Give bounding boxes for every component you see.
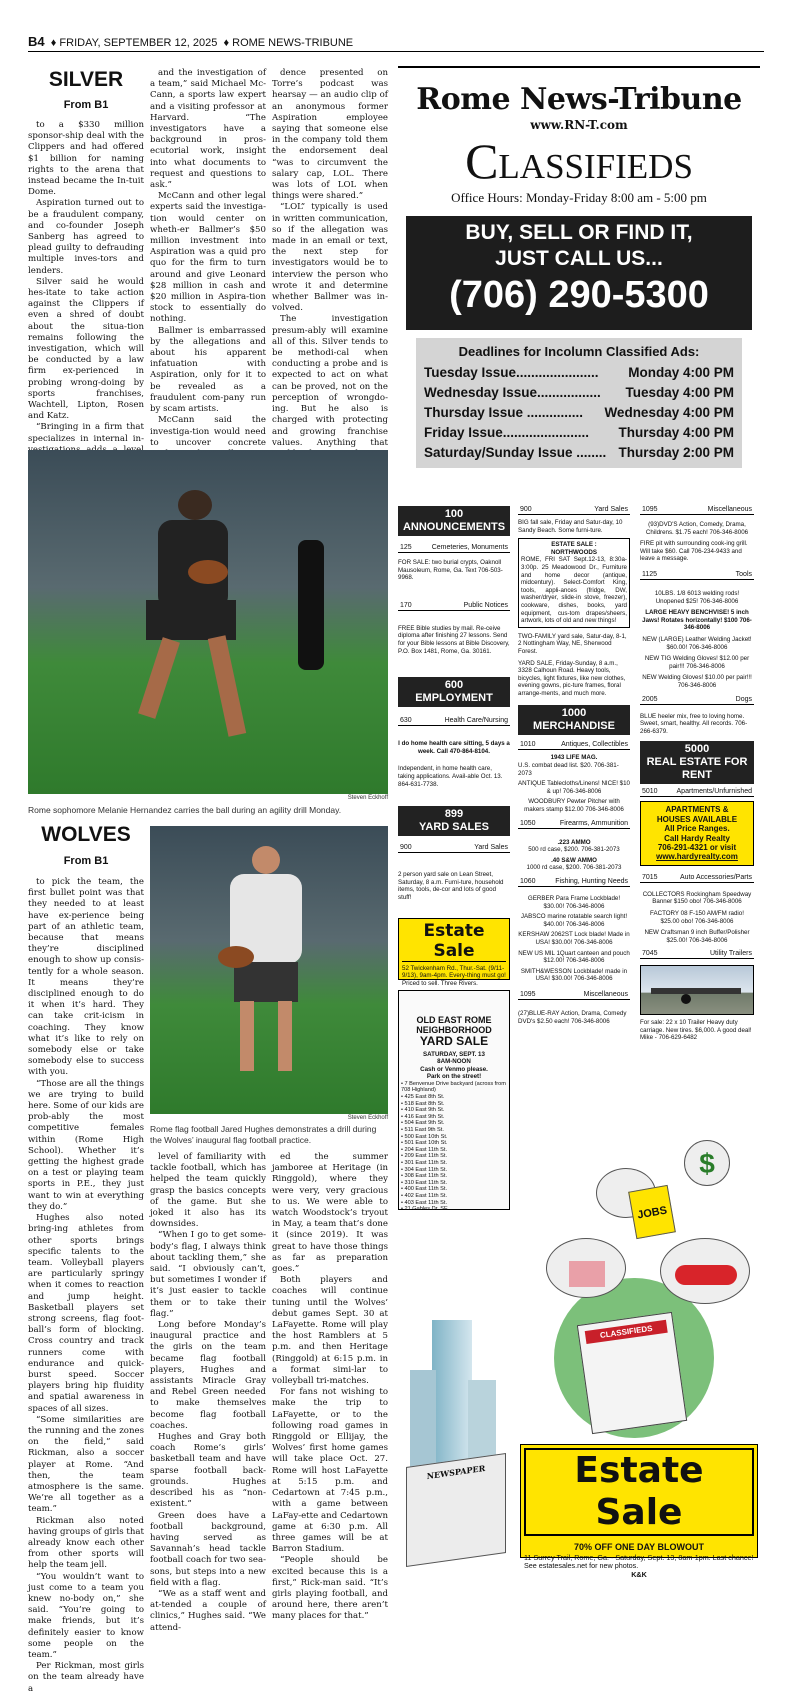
oer-address: • 308 East 11th St. (401, 1173, 448, 1180)
trailer-wheel (681, 994, 691, 1004)
hardy-realty-link[interactable]: www.hardyrealty.com (656, 852, 738, 862)
ad-benchvise: LARGE HEAVY BENCHVISE! 5 inch Jaws! Rotates horizontally! $100 706-346-8006 (642, 609, 752, 632)
ad-dvds: (93)DVD'S Action, Comedy, Drama, Childrens. $1.75 each! 706-346-8006 (645, 521, 749, 536)
deadline-issue: Thursday Issue ............... (424, 405, 584, 420)
silver-column-1: to a $330 million sponsor-ship deal with the Clippers and had offered $1 billion for naming rights to the arena that instead became the In-tuit Dome. Aspiration turned out to be a fraudulent company, and co-founder Joseph Sanberg has agreed to plead guilty to defrauding multiple inves-tors and lenders. Silver said he would hes-itate to take action against the Clippers if even a shred of doubt about the situa-tion remains following the investigation, which will be conducted by a law firm ex-perienced in probing wrong-doing by sports franchises, Wachtell, Lipton, Rosen and Katz. “Bringing in a firm that specializes in internal in- (28, 120, 144, 444)
deadlines-list (424, 363, 734, 463)
deadline-issue: Friday Issue....................... (424, 425, 590, 440)
photo2-caption: Rome flag football Jared Hughes demonstrates a drill during the Wolves’ inaugural flag football practice. (150, 1124, 377, 1145)
ad-home-care: I do home health care sitting, 5 days a week. Call 470-864-8104. (398, 740, 510, 755)
photo-agility-drill (28, 450, 388, 794)
car-bubble (660, 1238, 750, 1304)
ad-big-fall: BIG fall sale, Friday and Satur-day, 10 Sandy Beach. Some furni-ture. (518, 519, 623, 534)
newspaper-stack: NEWSPAPER (406, 1453, 506, 1567)
oer-address: • 518 East 8th St. (401, 1100, 445, 1107)
deadline-row (424, 423, 734, 443)
wolves-headline: WOLVES (41, 823, 131, 846)
silver-jump: From B1 (63, 99, 109, 111)
ad-tig-gloves: NEW TIG Welding Gloves! $12.00 per pair!!! 706-346-8006 (644, 655, 750, 670)
player-head (178, 490, 212, 520)
coach-shorts (234, 962, 298, 1002)
cat-900: 900 Yard Sales (400, 844, 508, 852)
ad-crypts: FOR SALE: two burial crypts, Oaknoll Mausoleum, Rome, Ga. Text 706-503-9968. (398, 559, 503, 582)
oer-address: • 504 East 9th St. (401, 1120, 445, 1127)
ad-trailer: For sale: 22 x 10 Trailer Heavy duty carriage. New tires. $6,000. A good deal! Mike - 706-629-6482 (640, 1019, 752, 1042)
ad-welding-gloves: NEW Welding Gloves! $10.00 per pair!!! 706-346-8006 (642, 674, 752, 689)
estate-title: Estate Sale (524, 1448, 754, 1536)
ad-calhoun: YARD SALE, Friday-Sunday, 8 a.m., 3328 Calhoun Road. Heavy tools, bicycles, light fixtures, like new clothes, evening gowns, pic-ture frames, floral arrange-ments, and much more. (518, 659, 626, 697)
trailer-photo (640, 965, 754, 1015)
section-100: 100 ANNOUNCEMENTS (398, 506, 510, 536)
deadlines-box: Deadlines for Incolumn Classified Ads: Tuesday Issue...................... Monday 4:00 PM Wednesday Issue................. Tuesday 4:00 PM Thursday Issue ............... Wednesday 4:00 PM Friday Issue....................... Thursday 4:00 PM Saturday/Sunday Issue ........ Thursday 2:00 PM (416, 338, 742, 468)
cat-5010: 5010 Apartments/Unfurnished (642, 788, 752, 796)
jobs-sign: JOBS (628, 1185, 676, 1239)
deadline-issue: Wednesday Issue................. (424, 385, 601, 400)
oer-address: • 410 East 9th St. (401, 1107, 445, 1114)
silver-column-3: dence presented on Torre’s podcast was hearsay — an audio clip of an anonymous former Aspiration employee saying that someone else in the company told them the endorsement deal “was to circumvent the salary cap, LOL. There was lots of LOL when things were shared.” “LOL” typically is used in written communication, so if the allegation was made in an email or text, the next step for investigators would be to interview the person who wrote it and determine whether Ballmer was in-volved. The investigation presum-ably will examine all of this. Silver tends to be methodi-cal when conducting a probe and is expected to act on what can be proved, not on the perception of wrongdo-ing. But he also is charged with protecting and growing franchise values. Anything that (272, 68, 388, 448)
photo1-caption: Rome sophomore Melanie Hernandez carries the ball during an agility drill Monday. (28, 805, 342, 815)
ad-two-family: TWO-FAMILY yard sale, Satur-day, 8-1, 2 Nottingham Way, NE, Sherwood Forest. (518, 632, 627, 655)
cat-1125: 1125 Tools (642, 570, 752, 578)
masthead-url: www.RN-T.com (530, 118, 628, 132)
ad-blue-heeler: BLUE heeler mix, free to loving home. Sweet, smart, healthy. All records. 706-266-6379. (640, 712, 748, 735)
oer-address: • 21 Gables Dr. SE (401, 1206, 448, 1213)
oer-address: • 425 East 8th St. (401, 1094, 445, 1101)
ad-estate-northwoods: ESTATE SALE : NORTHWOODS ROME, FRI SAT Sept.12-13, 8:30a-3:00p. 25 Meadowood Dr., Furniture and home decor (antique, midcentury). Select-Comfort King, tools, appli-ances (fridge, DW, washer/dryer, slide-in stove, freezer), cookware, dishes, books, yard equipment, cus-tom drapes/sheers, artwork, lots of old and new things! (518, 538, 630, 628)
dollar-bubble: $ (684, 1140, 730, 1186)
background-player (298, 540, 324, 670)
silver-column-2: and the investigation of a team,” said Michael Mc-Cann, a sports law expert and a visiting professor at Harvard. “The investigators have a background in pros-ecutorial work, insight into what documents to request and questions to ask.” McCann and other legal experts said the investiga-tion would center on wheth-er Ballmer’s $50 million investment into Aspiration was a quid pro quo for the firm to turn around and give Leonard $28 million in cash and $20 million in Aspira-tion stock to essentially do nothing. Ballmer is embarrassed by the allegations and about his apparent infatuation with Aspiration, only for it to be revealed as a fraudulent com-pany run by scam artists. McCann said the investiga-tion would need to uncover concrete (150, 68, 266, 448)
house-bubble (546, 1238, 626, 1298)
ad-pewter: WOODBURY Pewter Pitcher with makers stamp $12.00 706-346-8006 (524, 798, 624, 814)
oer-address: • 511 East 9th St. (401, 1127, 444, 1134)
skyscraper (432, 1320, 472, 1470)
oer-address: • 416 East 9th St. (401, 1113, 445, 1120)
deadline-row (424, 443, 734, 463)
classified-col-2: 900 Yard Sales BIG fall sale, Friday and Satur-day, 10 Sandy Beach. Some furni-ture. ESTATE SALE : NORTHWOODS ROME, FRI SAT Sept.12-13, 8:30a-3:00p. 25 Meadowood Dr., Furniture and home decor (antique, midcentury). Select-Comfort King, tools, appli-ances (fridge, DW, washer/dryer, slide-in stove, freezer), cookware, dishes, books, yard equipment, cus-tom drapes/sheers, artwork, lots of old and new things! TWO-FAMILY yard sale, Satur-day, 8-1, 2 Nottingham Way, NE, Sherwood Forest. YARD SALE, Friday-Sunday, 8 a.m., 3328 Calhoun Road. Heavy tools, bicycles, light fixtures, like new clothes, evening gowns, pic-ture frames, floral arrange-ments, and much more. 1000 MERCHANDISE 1010 Antiques, Collectibles 1943 LIFE MAG. U.S. combat dead list. $20. 706-381-2073 ANTIQUE Tablecloths/Linens! NICE! $10 & up! 706-346-8006 WOODBURY Pewter Pitcher with makers stamp $12.00 706-346-8006 1050 Firearms, Ammunition .223 AMMO 500 rd case, $200. 706-381-2073 .40 S&W AMMO 1000 rd case, $200. 706-381-2073 1060 Fishing, Hunting Needs GERBER Para Frame Lockblade! $30.00! 706-346-8006 JABSCO marine rotatable search light! $40.00! 706-346-8006 KERSHAW 2062ST Lock blade! Made in USA! $30.00! 706-346-8006 NEW US MIL 1Quart canteen and pouch $12.00! 706-346-8006 SMITH&WESSON Lockblade! made in USA! $30.00! 706-346-8006 1095 Miscellaneous (27)BLUE-RAY Action, Drama, Comedy DVD's $2.50 each! 706-346-8006 (518, 506, 630, 1025)
classifieds-title: Classifieds (465, 133, 693, 189)
wolves-column-1: to pick the team, the first bullet point was that they needed to at least have ex-perience being part of an athletic team, because that means they’re disciplined enough to show up consis-tently for a whole season. It means they’re disciplined enough to do it when it’s hard. They can take crit-icism in coaching. They know what it’s like to rely on somebody else or take somebody else to success with you. “Those are all the things we are trying to build here. Some of our kids are prob-ably the most competitive females within (Rome High School). Whether it’s getting the highest grade on a test or playing team sports in P.E., they just want to win at everything they do.” Hughes also noted bring-ing athletes from other sports brings specific talents to the team. Volleyball players are particularly springy when it comes to reaction and jump height. Basketball players set strong screens, flag foot-ball’s form of blocking. Cross country and track runners come with endurance and quick-burst speed. Soccer players bring hip fluidity and spatial awareness in spaces of all sizes. “Some similarities are the running and the zones on the field,” said Rickman, also a soccer player at Rome. “And then, the team atmosphere is the same. We’re all together as a team.” Rickman also noted having groups of girls that already know each other from other sports will help the team jell. “You wouldn’t want to just come to a team you knew no-body on,” she said. “You’re going to make friends, but it’s definitely easier to know some people on the team.” Per Rickman, most girls on the team already have a (28, 877, 144, 1694)
classified-col-1 (398, 506, 510, 1213)
section-1000: 1000 MERCHANDISE (518, 705, 630, 735)
classifieds-illustration (524, 1138, 760, 1438)
player-leg-right (208, 635, 246, 737)
ad-bible: FREE Bible studies by mail. Re-ceive diploma after finishing 27 lessons. Send for your Bible lessons at Bible Discovery, P.O. Box 1481, Rome, Ga. 30161. (398, 624, 510, 655)
photo2-credit: Steven Eckhoff (347, 1115, 388, 1121)
ad-banner: COLLECTORS Rockingham Speedway Banner $150 obo! 706-346-8006 (642, 890, 752, 906)
deadline-due: Tuesday 4:00 PM (625, 385, 734, 400)
ad-life-mag: 1943 LIFE MAG. (550, 754, 598, 762)
page-number: B4 (28, 34, 45, 49)
ad-buffer: NEW Craftsman 9 inch Buffer/Polisher $25.00! 706-346-8006 (644, 929, 750, 944)
oer-address: • 500 East 10th St. (401, 1133, 448, 1140)
deadline-due: Wednesday 4:00 PM (604, 405, 734, 420)
ad-hardy-realty: APARTMENTS & HOUSES AVAILABLE All Price Ranges. Call Hardy Realty 706-291-4321 or visit www.hardyrealty.com (640, 801, 754, 865)
oer-address: • 400 East 11th St. (401, 1186, 448, 1193)
deadline-due: Thursday 4:00 PM (618, 425, 734, 440)
ad-welding-jacket: NEW (LARGE) Leather Welding Jacket! $60.00! 706-346-8006 (642, 635, 752, 651)
city-illustration (402, 1320, 508, 1560)
page-date: FRIDAY, SEPTEMBER 12, 2025 (59, 37, 218, 49)
ad-jabsco: JABSCO marine rotatable search light! $40.00! 706-346-8006 (520, 913, 628, 928)
football-2 (218, 946, 254, 968)
ad-223-ammo: .223 AMMO (557, 838, 591, 846)
cat-125: 125 Cemeteries, Monuments (400, 544, 508, 551)
oer-address: • 204 East 11th St. (401, 1146, 448, 1153)
coach-leg-right (278, 1001, 292, 1071)
car-icon (675, 1265, 737, 1285)
ad-radio: FACTORY 08 F-150 AM/FM radio! $25.00 obo! 706-346-8006 (650, 909, 744, 925)
photo-coach-drill (150, 826, 388, 1114)
deadline-row (424, 403, 734, 423)
cat-630: 630 Health Care/Nursing (400, 717, 508, 725)
cat-1010: 1010 Antiques, Collectibles (520, 741, 628, 749)
ad-lean-street: 2 person yard sale on Lean Street, Saturday, 8 a.m. Furni-ture, household items, tools, de-cor and lots of good stuff! (398, 871, 504, 901)
oer-address: • 403 East 11th St. (401, 1199, 448, 1206)
ad-gerber: GERBER Para Frame Lockblade! $30.00! 706-346-8006 (527, 895, 621, 910)
photo1-credit: Steven Eckhoff (347, 795, 388, 801)
deadline-issue: Tuesday Issue...................... (424, 365, 599, 380)
oer-address: • 304 East 11th St. (401, 1166, 448, 1173)
section-899: 899 YARD SALES (398, 806, 510, 836)
classifieds-masthead (398, 66, 760, 506)
cat-900b: 900 Yard Sales (520, 506, 628, 513)
ad-40-ammo: .40 S&W AMMO (551, 856, 597, 864)
oer-address: • 501 East 10th St. (401, 1140, 448, 1147)
ad-home-care-2: Independent, in home health care, taking applications. Avail-able Oct. 13. 864-631-7738. (398, 765, 503, 788)
oer-addresses (401, 1081, 507, 1213)
ad-blueray: (27)BLUE-RAY Action, Drama, Comedy DVD's $2.50 each! 706-346-8006 (518, 1009, 627, 1025)
cat-1050: 1050 Firearms, Ammunition (520, 819, 628, 827)
ad-smith-wesson: SMITH&WESSON Lockblade! made in USA! $30.00! 706-346-8006 (520, 967, 628, 983)
ad-old-east-rome: OLD EAST ROME NEIGHBORHOOD YARD SALE SATURDAY, SEPT. 13 8AM-NOON Cash or Venmo please. Park on the street! • 7 Benvenue Drive backyard (across from 708 Highland) • 425 East 8th St. • 518 East 8th St. • 410 East 9th St. • 416 East 9th St. • 504 East 9th St. • 511 East 9th St. • 500 East 10th St. • 501 East 10th St. • 204 East 11th St. • 209 East 11th St. • 301 East 11th St. • 304 East 11th St. • 308 East 11th St. • 310 East 11th St. • 400 East 11th St. • 402 East 11th St. • 403 East 11th St. • 21 Gables Dr. SE (398, 990, 510, 1210)
section-5000: 5000 REAL ESTATE FOR RENT (640, 741, 754, 784)
estate-details: 11 Surrey Trail, Rome, Ga. - Saturday, Sept. 13, 8am-1pm. Last chance! See estatesales.net for new photos. (524, 1553, 754, 1571)
estate-headline: 70% OFF ONE DAY BLOWOUT (573, 1542, 705, 1552)
call-us-banner: BUY, SELL OR FIND IT, JUST CALL US... (706) 290-5300 (406, 216, 752, 330)
cat-1060: 1060 Fishing, Hunting Needs (520, 878, 628, 885)
cat-170: 170 Public Notices (400, 601, 508, 609)
ad-estate-surrey (520, 1444, 758, 1579)
oer-address: • 209 East 11th St. (401, 1153, 448, 1160)
coach-head (252, 846, 280, 874)
football (188, 560, 228, 584)
oer-address: • 7 Benvenue Drive backyard (across from 708 Highland) (401, 1080, 506, 1094)
ad-fire-pit: FIRE pit with surrounding cook-ing grill. Will take $60. Call 706-234-9433 and leave a message. (640, 540, 748, 563)
phone-number: (706) 290-5300 (449, 274, 709, 316)
page-header: B4 ♦ FRIDAY, SEPTEMBER 12, 2025 ♦ ROME NEWS-TRIBUNE (28, 34, 764, 52)
cat-2005: 2005 Dogs (642, 695, 752, 703)
ad-tablecloths: ANTIQUE Tablecloths/Linens! NICE! $10 & up! 706-346-8006 (518, 780, 630, 795)
classified-col-3 (640, 506, 754, 1042)
trailer-deck (651, 988, 741, 994)
estate-sig: K&K (631, 1569, 647, 1579)
deadline-due: Thursday 2:00 PM (618, 445, 734, 460)
cat-7015: 7015 Auto Accessories/Parts (642, 873, 752, 881)
oer-address: • 310 East 11th St. (401, 1179, 448, 1186)
house-icon (569, 1261, 605, 1287)
wolves-jump: From B1 (63, 855, 109, 867)
oer-address: • 301 East 11th St. (401, 1160, 448, 1166)
section-600: 600 EMPLOYMENT (398, 677, 510, 707)
deadline-due: Monday 4:00 PM (628, 365, 734, 380)
wolves-column-2: level of familiarity with tackle football, which has helped the team quickly grasp the basics concepts of the game. But she joked it also has its downsides. “When I go to get some-body’s flag, I always think about tackling them,” she said. “I obviously can’t, but sometimes I wonder if it’s just easier to tackle them or to take their flag.” Long before Monday’s inaugural practice and the girls on the team became flag football players, Hughes and assistants Miracle Gray and Rebel Green needed to make themselves become flag football coaches. Hughes and Gray both coach Rome’s girls’ basketball team and have sparse football back-grounds. Hughes described his as “non-existent.” Green does have a football background, having served as Savannah’s head tackle football coach for two sea-sons, but steps into a new field with a flag. “We as a staff went and at-tended a couple of clinics,” Hughes said. “We attend- (150, 1152, 266, 1633)
ad-welding-rods: 10LBS. 1/8 6013 welding rods! Unopened $25! 706-346-8006 (654, 589, 740, 605)
oer-address: • 402 East 11th St. (401, 1192, 448, 1199)
silver-headline: SILVER (48, 68, 124, 91)
ad-canteen: NEW US MIL 1Quart canteen and pouch $12.00! 706-346-8006 (518, 949, 630, 965)
wolves-column-3: ed the summer jamboree at Heritage (in Ringgold), where they were very, very gracious to us. We were able to watch Woodstock’s tryout in May, a team that’s done it (since 2019). It was great to have those things as far as preparation goes.” Both players and coaches will continue tuning until the Wolves’ debut games Sept. 30 at LaFayette. Rome will play the host Ramblers at 5 p.m. and then Heritage (Ringgold) at 6:15 p.m. in a format simi-lar to volleyball tri-matches. For fans not wishing to make the trip to LaFayette, or to the following road games in Ringgold or Ellijay, the Wolves’ first home games will take place Oct. 27. Rome will host LaFayette at 5:15 p.m. and Cedartown at 7:45 p.m., with a game between LaFay-ette and Cedartown game at 6:30 p.m. All three games will be at Barron Stadium. “People should be excited because this is a first,” Rick-man said. “It’s girls playing football, and around here, there aren’t many places for that.” (272, 1152, 388, 1622)
coach-leg-left (240, 1001, 254, 1071)
paper-name: ROME NEWS-TRIBUNE (232, 37, 354, 49)
deadline-row (424, 383, 734, 403)
ad-kershaw: KERSHAW 2062ST Lock blade! Made in USA! $30.00! 706-346-8006 (518, 931, 630, 946)
cat-7045: 7045 Utility Trailers (642, 950, 752, 958)
masthead-name: Rome News-Tribune (416, 82, 742, 117)
ad-estate-twickenham: Estate Sale 52 Twickenham Rd., Thur.-Sat. (9/11-9/13), 9am-4pm. Every-thing must go! Priced to sell. Three Rivers. (398, 918, 510, 980)
deadline-row (424, 363, 734, 383)
player-leg-left (138, 637, 180, 719)
office-hours: Office Hours: Monday-Friday 8:00 am - 5:00 pm (451, 190, 707, 205)
cat-1095: 1095 Miscellaneous (520, 990, 628, 998)
player-shorts (146, 600, 236, 640)
classifieds-paper: CLASSIFIEDS (577, 1312, 687, 1434)
deadline-issue: Saturday/Sunday Issue ........ (424, 445, 607, 460)
cat-1095b: 1095 Miscellaneous (642, 506, 752, 513)
